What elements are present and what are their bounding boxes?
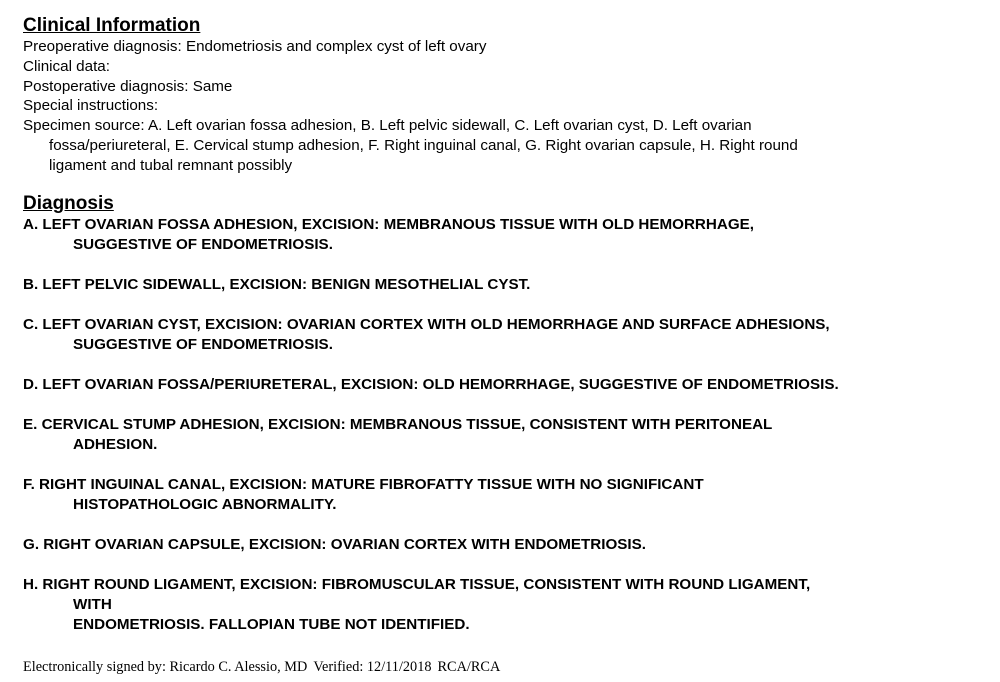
postop-diagnosis: Postoperative diagnosis: Same (23, 77, 233, 95)
diagnosis-line: B. LEFT PELVIC SIDEWALL, EXCISION: BENIGN MESOTHELIAL CYST. (23, 275, 531, 293)
diagnosis-section (23, 193, 995, 635)
diagnosis-line: SUGGESTIVE OF ENDOMETRIOSIS. (73, 335, 333, 353)
diagnosis-line: SUGGESTIVE OF ENDOMETRIOSIS. (73, 235, 333, 253)
diagnosis-line: F. RIGHT INGUINAL CANAL, EXCISION: MATURE FIBROFATTY TISSUE WITH NO SIGNIFICANT (23, 475, 704, 493)
diagnosis-line: ENDOMETRIOSIS. FALLOPIAN TUBE NOT IDENTIFIED. (73, 615, 470, 633)
initials: RCA/RCA (437, 659, 501, 675)
diagnosis-title: Diagnosis (23, 192, 114, 214)
pathology-report (23, 15, 995, 655)
diagnosis-line: E. CERVICAL STUMP ADHESION, EXCISION: MEMBRANOUS TISSUE, CONSISTENT WITH PERITONEAL (23, 415, 773, 433)
diagnosis-item-a (23, 215, 995, 255)
diagnosis-item-d (23, 375, 995, 395)
specimen-line-1: Specimen source: A. Left ovarian fossa adhesion, B. Left pelvic sidewall, C. Left ovarian cyst, D. Left ovarian (23, 117, 752, 135)
diagnosis-item-c (23, 315, 995, 355)
clinical-section (23, 15, 995, 176)
specimen-source (23, 116, 995, 175)
diagnosis-line: G. RIGHT OVARIAN CAPSULE, EXCISION: OVARIAN CORTEX WITH ENDOMETRIOSIS. (23, 535, 646, 553)
diagnosis-line: D. LEFT OVARIAN FOSSA/PERIURETERAL, EXCISION: OLD HEMORRHAGE, SUGGESTIVE OF ENDOMETRIOSIS. (23, 375, 839, 393)
diagnosis-line: HISTOPATHOLOGIC ABNORMALITY. (73, 495, 337, 513)
diagnosis-item-f (23, 475, 995, 515)
signed-by: Electronically signed by: Ricardo C. Alessio, MD (23, 659, 308, 675)
clinical-title: Clinical Information (23, 15, 201, 36)
diagnosis-item-g (23, 535, 995, 555)
specimen-line-2: fossa/periureteral, E. Cervical stump adhesion, F. Right inguinal canal, G. Right ovarian capsule, H. Right round (49, 136, 798, 154)
diagnosis-item-h (23, 575, 995, 635)
clinical-data: Clinical data: (23, 57, 110, 75)
diagnosis-line: ADHESION. (73, 435, 158, 453)
diagnosis-line: H. RIGHT ROUND LIGAMENT, EXCISION: FIBROMUSCULAR TISSUE, CONSISTENT WITH ROUND LIGAMENT, (23, 575, 811, 593)
specimen-line-3: ligament and tubal remnant possibly (49, 156, 293, 174)
diagnosis-line: C. LEFT OVARIAN CYST, EXCISION: OVARIAN CORTEX WITH OLD HEMORRHAGE AND SURFACE ADHESIONS, (23, 315, 830, 333)
diagnosis-item-e (23, 415, 995, 455)
verified-date: Verified: 12/11/2018 (313, 659, 432, 675)
preop-diagnosis: Preoperative diagnosis: Endometriosis and complex cyst of left ovary (23, 38, 487, 55)
diagnosis-item-b (23, 275, 995, 295)
special-instructions: Special instructions: (23, 97, 159, 115)
electronic-signature (23, 659, 500, 676)
diagnosis-line: WITH (73, 595, 112, 613)
diagnosis-line: A. LEFT OVARIAN FOSSA ADHESION, EXCISION: MEMBRANOUS TISSUE WITH OLD HEMORRHAGE, (23, 215, 754, 233)
